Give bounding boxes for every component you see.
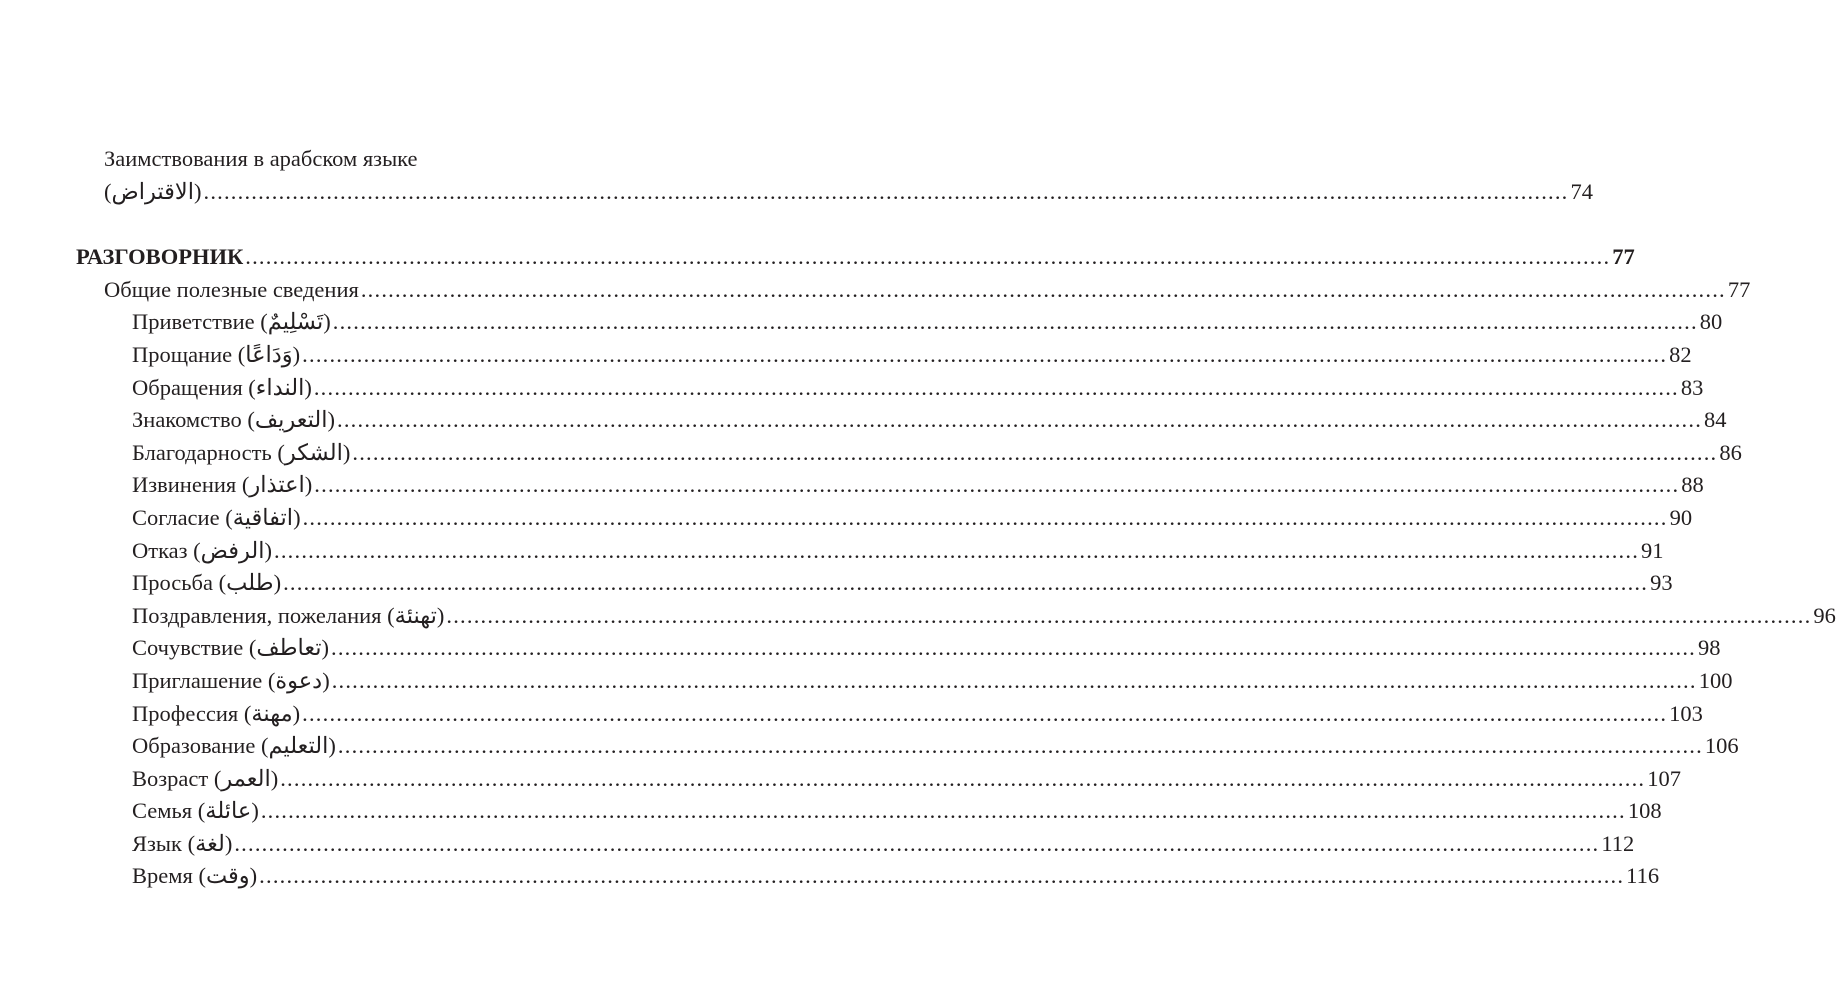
dot-leader: ........................................................................................................................................................................................................ — [302, 504, 1668, 530]
toc-entry[interactable] — [0, 567, 1673, 600]
toc-entry[interactable] — [0, 600, 1836, 633]
toc-entry[interactable] — [0, 763, 1681, 796]
toc-entry-title: РАЗГОВОРНИК — [76, 244, 244, 270]
toc-page-number: 74 — [1570, 178, 1593, 204]
toc-entry[interactable] — [0, 828, 1635, 861]
toc-page-number: 90 — [1669, 504, 1693, 530]
toc-entry-title: Отказ (الرفض) — [132, 537, 273, 563]
toc-entry[interactable] — [0, 437, 1742, 470]
toc-entry-title: Прощание (وَدَاعًا) — [132, 341, 301, 367]
toc-page-number: 93 — [1650, 570, 1673, 596]
table-of-contents — [0, 143, 1836, 893]
dot-leader: ........................................................................................................................................................................................................ — [337, 407, 1703, 433]
toc-entry-title: Приветствие (تَسْلِيمٌ) — [132, 309, 331, 335]
toc-entry[interactable] — [0, 372, 1704, 405]
toc-entry[interactable] — [0, 404, 1727, 437]
toc-page-number: 106 — [1704, 733, 1739, 759]
toc-entry-title: Профессия (مهنة) — [132, 700, 301, 726]
toc-entry-title: Поздравления, пожелания (تهنئة) — [132, 602, 445, 628]
toc-entry[interactable] — [0, 698, 1703, 731]
toc-entry[interactable] — [0, 665, 1733, 698]
toc-entry[interactable] — [0, 274, 1751, 307]
dot-leader: ........................................................................................................................................................................................................ — [245, 244, 1611, 270]
toc-page-number: 100 — [1698, 667, 1733, 693]
toc-page-number: 88 — [1681, 472, 1704, 498]
toc-page-number: 91 — [1641, 537, 1664, 563]
dot-leader: ........................................................................................................................................................................................................ — [446, 602, 1812, 628]
dot-leader: ........................................................................................................................................................................................................ — [332, 309, 1698, 335]
dot-leader: ........................................................................................................................................................................................................ — [360, 276, 1726, 302]
toc-entry[interactable] — [0, 795, 1662, 828]
toc-page-number: 116 — [1626, 863, 1660, 889]
dot-leader: ........................................................................................................................................................................................................ — [203, 178, 1569, 204]
toc-page-number: 86 — [1719, 439, 1742, 465]
toc-entry[interactable] — [0, 535, 1664, 568]
toc-entry-title: Общие полезные сведения — [104, 276, 359, 302]
dot-leader: ........................................................................................................................................................................................................ — [331, 635, 1696, 661]
toc-page-number: 108 — [1627, 798, 1662, 824]
toc-entry-title: Извинения (اعتذار) — [132, 472, 313, 498]
dot-leader: ........................................................................................................................................................................................................ — [283, 570, 1649, 596]
toc-entry-title: Обращения (النداء) — [132, 374, 312, 400]
dot-leader: ........................................................................................................................................................................................................ — [234, 830, 1600, 856]
dot-leader: ........................................................................................................................................................................................................ — [260, 798, 1626, 824]
toc-page-number: 112 — [1601, 830, 1635, 856]
toc-page-number: 98 — [1698, 635, 1721, 661]
toc-page-number: 84 — [1704, 407, 1727, 433]
dot-leader: ........................................................................................................................................................................................................ — [314, 472, 1680, 498]
toc-entry-title: Сочувствие (تعاطف) — [132, 635, 329, 661]
toc-page-number: 82 — [1669, 341, 1692, 367]
toc-page-number: 83 — [1680, 374, 1704, 400]
dot-leader: ........................................................................................................................................................................................................ — [302, 341, 1668, 367]
dot-leader: ........................................................................................................................................................................................................ — [280, 765, 1646, 791]
toc-entry-title: Образование (التعليم) — [132, 733, 336, 759]
toc-entry-title: Просьба (طلب) — [132, 570, 282, 596]
toc-section-heading[interactable] — [0, 241, 1635, 274]
toc-entry-title: Заимствования в арабском языке — [104, 146, 418, 171]
toc-entry-title: Возраст (العمر) — [132, 765, 279, 791]
dot-leader: ........................................................................................................................................................................................................ — [313, 374, 1679, 400]
dot-leader: ........................................................................................................................................................................................................ — [337, 733, 1703, 759]
toc-entry-title: Благодарность (الشكر) — [132, 439, 351, 465]
toc-entry[interactable] — [0, 730, 1739, 763]
toc-entry-title: Семья (عائلة) — [132, 798, 259, 824]
dot-leader: ........................................................................................................................................................................................................ — [274, 537, 1640, 563]
toc-page-number: 77 — [1612, 244, 1635, 270]
toc-entry-title: Приглашение (دعوة) — [132, 667, 330, 693]
toc-entry-title: Время (وقت) — [132, 863, 258, 889]
toc-entry[interactable] — [0, 502, 1693, 535]
toc-page-number: 80 — [1699, 309, 1723, 335]
toc-entry[interactable] — [0, 469, 1704, 502]
toc-entry[interactable] — [0, 339, 1692, 372]
toc-page-number: 77 — [1727, 276, 1751, 302]
dot-leader: ........................................................................................................................................................................................................ — [352, 439, 1718, 465]
toc-entry[interactable] — [0, 143, 533, 176]
dot-leader: ........................................................................................................................................................................................................ — [331, 667, 1697, 693]
toc-entry-title: Знакомство (التعريف) — [132, 407, 336, 433]
toc-entry[interactable] — [0, 176, 1593, 209]
section-spacer — [0, 208, 640, 241]
toc-entry[interactable] — [0, 860, 1660, 893]
toc-page-number: 96 — [1813, 602, 1836, 628]
toc-entry-title: Язык (لغة) — [132, 830, 233, 856]
toc-entry-title: (الاقتراض) — [104, 178, 202, 204]
dot-leader: ........................................................................................................................................................................................................ — [302, 700, 1668, 726]
toc-entry[interactable] — [0, 306, 1723, 339]
toc-entry[interactable] — [0, 632, 1721, 665]
dot-leader: ........................................................................................................................................................................................................ — [259, 863, 1625, 889]
toc-page-number: 107 — [1647, 765, 1681, 791]
toc-page-number: 103 — [1669, 700, 1703, 726]
toc-entry-title: Согласие (اتفاقية) — [132, 504, 301, 530]
